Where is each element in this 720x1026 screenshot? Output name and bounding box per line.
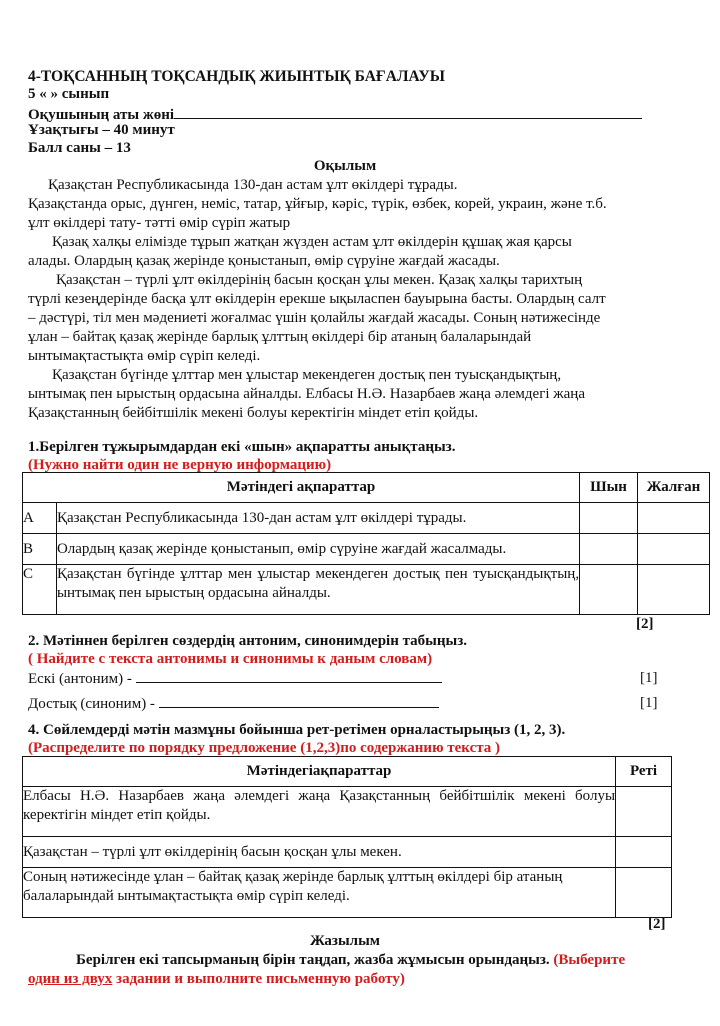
row-letter: C: [23, 565, 57, 615]
table-row: [23, 503, 710, 534]
table-row: [23, 565, 710, 615]
task4-table: [22, 756, 672, 918]
writing-instruction-ru-underlined: один из двух: [28, 971, 113, 987]
row-letter: A: [23, 503, 57, 534]
order-input-cell[interactable]: [616, 787, 672, 837]
synonym-answer-line[interactable]: [159, 695, 439, 708]
reading-line: алады. Олардың қазақ жерінде қоныстанып, өмір сүруіне жағдай жасады.: [28, 253, 500, 269]
reading-line: Қазақстанда орыс, дүнген, неміс, татар, ұйғыр, кәріс, түрік, өзбек, корей, украин, және т.б.: [28, 196, 607, 212]
row-statement: Қазақстан Республикасында 130-дан астам ұлт өкілдері тұрады.: [56, 503, 579, 534]
table-row: [23, 787, 672, 837]
student-name-label: Оқушының аты жөні: [28, 107, 175, 123]
true-checkbox-cell[interactable]: [580, 534, 638, 565]
task4-marks: [2]: [648, 916, 666, 932]
reading-line: түрлі кезеңдерінде басқа ұлт өкілдерін ерекше ықыласпен бауырына басты. Олардың салт: [28, 291, 606, 307]
writing-instruction-kz: Берілген екі тапсырманың бірін таңдап, жазба жұмысын орындаңыз.: [76, 952, 550, 968]
table-header-row: [23, 757, 672, 787]
score: Балл саны – 13: [28, 140, 131, 156]
antonym-answer-line[interactable]: [136, 670, 442, 683]
reading-line: Қазақ халқы елімізде тұрып жатқан жүзден астам ұлт өкілдерін құшақ жая қарсы: [52, 234, 572, 250]
reading-heading: Оқылым: [313, 158, 377, 174]
task4-subtitle: (Распределите по порядку предложение (1,2,3)по содержанию текста ): [28, 740, 501, 756]
order-input-cell[interactable]: [616, 837, 672, 868]
reading-line: Қазақстан Республикасында 130-дан астам ұлт өкілдері тұрады.: [48, 177, 458, 193]
reading-line: ынтымақтастықта өмір сүріп келеді.: [28, 348, 261, 364]
task4-title: 4. Сөйлемдерді мәтін мазмұны бойынша рет-ретімен орналастырыңыз (1, 2, 3).: [28, 722, 566, 738]
task1-title: 1.Берілген тұжырымдардан екі «шын» ақпаратты анықтаңыз.: [28, 439, 456, 455]
table-row: [23, 868, 672, 918]
duration: Ұзақтығы – 40 минут: [28, 122, 175, 138]
row-letter: B: [23, 534, 57, 565]
col-header-false: Жалған: [638, 473, 710, 503]
student-name-line[interactable]: [174, 104, 642, 119]
synonym-marks: [1]: [640, 695, 658, 711]
row-statement: Қазақстан бүгінде ұлттар мен ұлыстар мекендеген достық пен туысқандықтың, ынтымақ пен ырыстың ордасына айналды.: [56, 565, 579, 615]
table-row: [23, 534, 710, 565]
student-name-row: [28, 104, 642, 124]
antonym-label: Ескі (антоним) -: [28, 671, 132, 687]
reading-line: Қазақстан – түрлі ұлт өкілдерінің басын қосқан ұлы мекен. Қазақ халқы тарихтың: [56, 272, 583, 288]
true-checkbox-cell[interactable]: [580, 565, 638, 615]
true-checkbox-cell[interactable]: [580, 503, 638, 534]
writing-heading: Жазылым: [309, 933, 381, 949]
table-row: [23, 837, 672, 868]
worksheet-title: 4-ТОҚСАННЫҢ ТОҚСАНДЫҚ ЖИЫНТЫҚ БАҒАЛАУЫ: [28, 68, 445, 85]
row-statement: Соның нәтижесінде ұлан – байтақ қазақ жерінде барлық ұлттың өкілдері бір атаның балаларындай ынтымақтастықта өмір сүріп келеді.: [23, 868, 616, 918]
row-statement: Олардың қазақ жерінде қоныстанып, өмір сүруіне жағдай жасалмады.: [56, 534, 579, 565]
task2-title: 2. Мәтіннен берілген сөздердің антоним, синонимдерін табыңыз.: [28, 633, 467, 649]
false-checkbox-cell[interactable]: [638, 503, 710, 534]
task1-marks: [2]: [636, 616, 654, 632]
task2-subtitle: ( Найдите с текста антонимы и синонимы к даным словам): [28, 651, 433, 667]
writing-instruction-ru-open: (Выберите: [553, 952, 626, 968]
reading-line: – дәстүрі, тіл мен мәдениеті жоғалмас үшін қолайлы жағдай жасады. Соның нәтижесінде: [28, 310, 601, 326]
synonym-row: [28, 695, 439, 713]
col-header-info: Мәтіндегі ақпараттар: [23, 473, 580, 503]
row-statement: Қазақстан – түрлі ұлт өкілдерінің басын қосқан ұлы мекен.: [23, 837, 616, 868]
reading-line: ынтымақ пен ырыстың ордасына айналды. Елбасы Н.Ә. Назарбаев жаңа әлемдегі жаңа: [28, 386, 585, 402]
antonym-marks: [1]: [640, 670, 658, 686]
task1-subtitle: (Нужно найти один не верную информацию): [28, 457, 332, 473]
reading-line: ұлан – байтақ қазақ жерінде барлық ұлттың өкілдері бір атаның балаларындай: [28, 329, 532, 345]
antonym-row: [28, 670, 442, 688]
table-header-row: [23, 473, 710, 503]
false-checkbox-cell[interactable]: [638, 565, 710, 615]
writing-instruction-ru-rest: задании и выполните письменную работу): [112, 971, 405, 987]
row-statement: Елбасы Н.Ә. Назарбаев жаңа әлемдегі жаңа Қазақстанның бейбітшілік мекені болуы керектігін міндет етіп қойды.: [23, 787, 616, 837]
reading-line: Қазақстан бүгінде ұлттар мен ұлыстар мекендеген достық пен туысқандықтың,: [52, 367, 562, 383]
synonym-label: Достық (синоним) -: [28, 696, 155, 712]
col-header-info: Мәтіндегіақпараттар: [23, 757, 616, 787]
writing-instruction-line2: [28, 971, 405, 988]
task1-table: [22, 472, 710, 615]
order-input-cell[interactable]: [616, 868, 672, 918]
col-header-order: Реті: [616, 757, 672, 787]
class-line: 5 « » сынып: [28, 86, 110, 102]
reading-line: ұлт өкілдері тату- тәтті өмір сүріп жатыр: [28, 215, 291, 231]
col-header-true: Шын: [580, 473, 638, 503]
reading-line: Қазақстанның бейбітшілік мекені болуы керектігін міндет етіп қойды.: [28, 405, 479, 421]
writing-instruction-line1: [76, 952, 625, 969]
false-checkbox-cell[interactable]: [638, 534, 710, 565]
